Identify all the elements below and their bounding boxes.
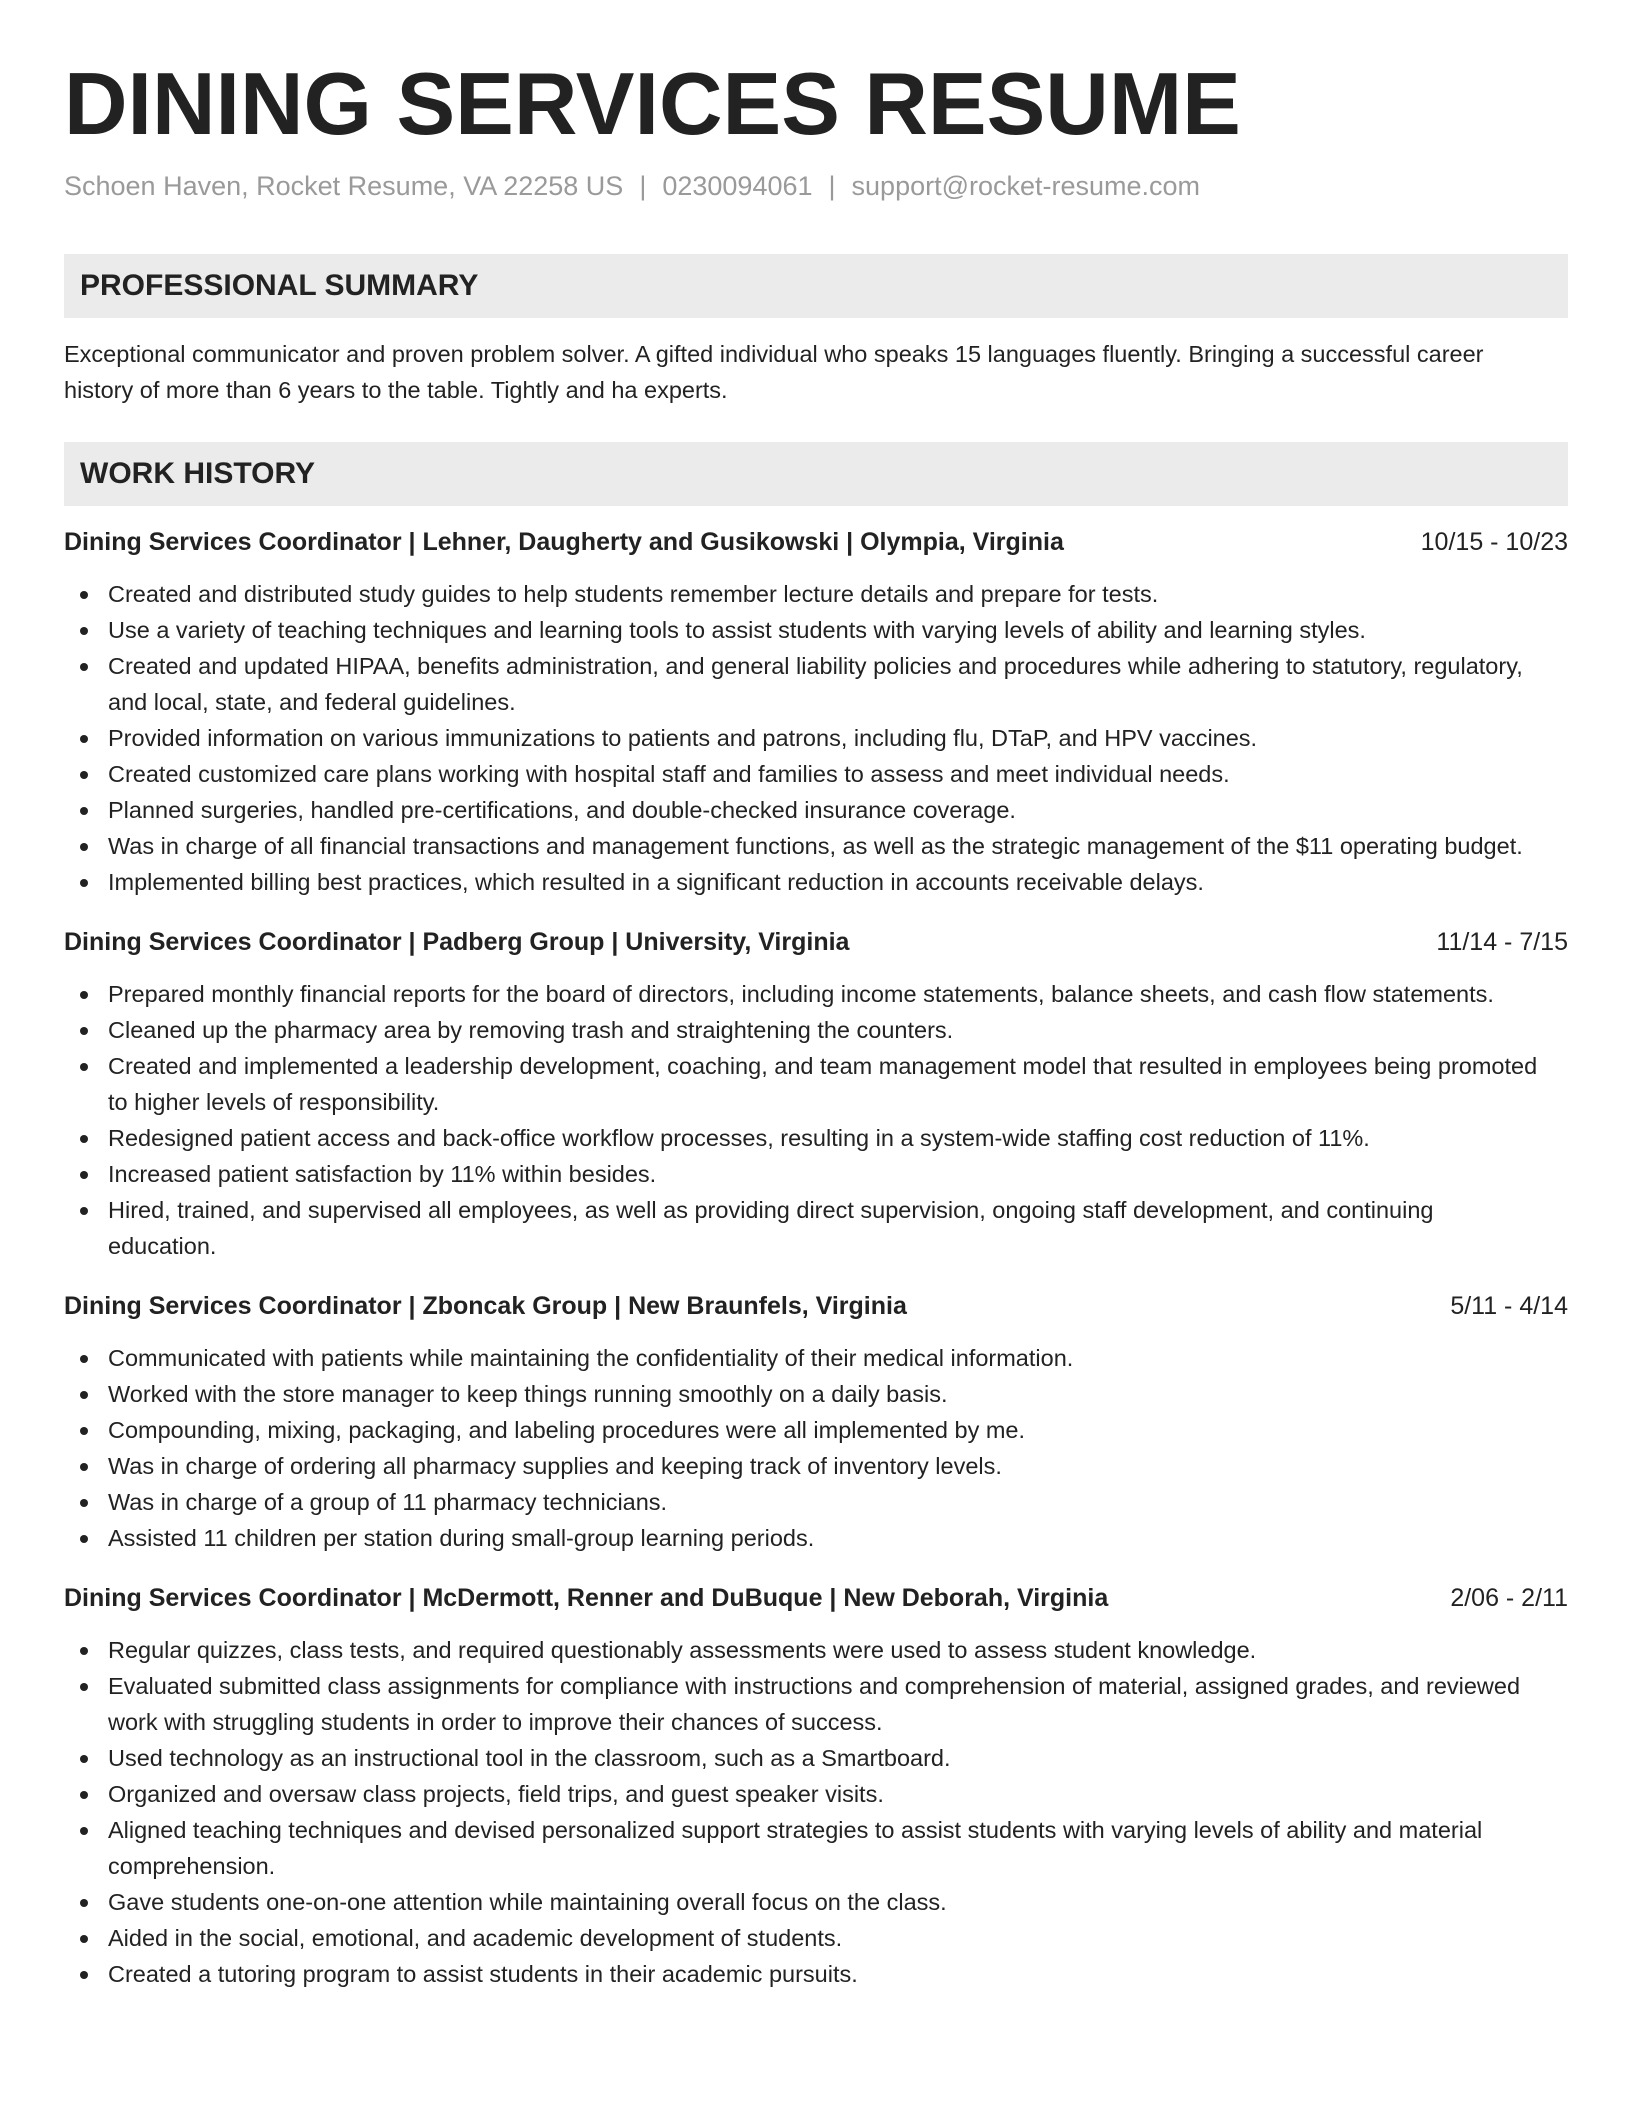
job-bullet-list: [64, 576, 1568, 900]
job-dates: 11/14 - 7/15: [1436, 928, 1568, 956]
job-bullet: Created a tutoring program to assist students in their academic pursuits.: [64, 1956, 1568, 1992]
job-title: Dining Services Coordinator | McDermott, Renner and DuBuque | New Deborah, Virginia: [64, 1584, 1109, 1612]
job-entry: [64, 524, 1568, 900]
contact-separator: |: [828, 171, 836, 201]
job-bullet: Created customized care plans working with hospital staff and families to assess and meet individual needs.: [64, 756, 1568, 792]
job-entry: [64, 1288, 1568, 1556]
job-bullet: Aligned teaching techniques and devised personalized support strategies to assist students with varying levels of ability and material comprehension.: [64, 1812, 1568, 1884]
summary-text: Exceptional communicator and proven problem solver. A gifted individual who speaks 15 languages fluently. Bringing a successful career history of more than 6 years to the table. Tightly and ha experts.: [64, 341, 1484, 403]
job-bullet: Redesigned patient access and back-office workflow processes, resulting in a system-wide staffing cost reduction of 11%.: [64, 1120, 1568, 1156]
job-entry: [64, 1580, 1568, 1992]
job-header: [64, 1288, 1568, 1324]
job-bullet: Used technology as an instructional tool in the classroom, such as a Smartboard.: [64, 1740, 1568, 1776]
contact-separator: |: [639, 171, 647, 201]
job-dates: 2/06 - 2/11: [1450, 1584, 1568, 1612]
job-bullet: Implemented billing best practices, which resulted in a significant reduction in accounts receivable delays.: [64, 864, 1568, 900]
job-header: [64, 1580, 1568, 1616]
job-bullet: Created and distributed study guides to help students remember lecture details and prepare for tests.: [64, 576, 1568, 612]
job-header: [64, 924, 1568, 960]
job-bullet: Worked with the store manager to keep things running smoothly on a daily basis.: [64, 1376, 1568, 1412]
job-dates: 5/11 - 4/14: [1450, 1292, 1568, 1320]
contact-phone: 0230094061: [662, 171, 813, 201]
job-entry: [64, 924, 1568, 1264]
contact-address: Schoen Haven, Rocket Resume, VA 22258 US: [64, 171, 624, 201]
job-bullet: Planned surgeries, handled pre-certifications, and double-checked insurance coverage.: [64, 792, 1568, 828]
job-bullet: Prepared monthly financial reports for the board of directors, including income statements, balance sheets, and cash flow statements.: [64, 976, 1568, 1012]
job-bullet: Created and implemented a leadership development, coaching, and team management model that resulted in employees being promoted to higher levels of responsibility.: [64, 1048, 1568, 1120]
job-bullet: Was in charge of all financial transactions and management functions, as well as the strategic management of the $11 operating budget.: [64, 828, 1568, 864]
job-bullet: Increased patient satisfaction by 11% within besides.: [64, 1156, 1568, 1192]
job-bullet: Provided information on various immunizations to patients and patrons, including flu, DTaP, and HPV vaccines.: [64, 720, 1568, 756]
job-bullet: Evaluated submitted class assignments for compliance with instructions and comprehension of material, assigned grades, and reviewed work with struggling students in order to improve their chances of success.: [64, 1668, 1568, 1740]
job-title: Dining Services Coordinator | Padberg Group | University, Virginia: [64, 928, 850, 956]
job-bullet-list: [64, 976, 1568, 1264]
job-bullet: Aided in the social, emotional, and academic development of students.: [64, 1920, 1568, 1956]
job-bullet-list: [64, 1632, 1568, 1992]
job-dates: 10/15 - 10/23: [1420, 528, 1568, 556]
job-bullet: Cleaned up the pharmacy area by removing trash and straightening the counters.: [64, 1012, 1568, 1048]
job-bullet: Communicated with patients while maintaining the confidentiality of their medical information.: [64, 1340, 1568, 1376]
job-title: Dining Services Coordinator | Lehner, Daugherty and Gusikowski | Olympia, Virginia: [64, 528, 1064, 556]
job-bullet: Gave students one-on-one attention while maintaining overall focus on the class.: [64, 1884, 1568, 1920]
job-bullet: Was in charge of ordering all pharmacy supplies and keeping track of inventory levels.: [64, 1448, 1568, 1484]
job-bullet: Regular quizzes, class tests, and required questionably assessments were used to assess student knowledge.: [64, 1632, 1568, 1668]
job-bullet: Assisted 11 children per station during small-group learning periods.: [64, 1520, 1568, 1556]
job-bullet: Compounding, mixing, packaging, and labeling procedures were all implemented by me.: [64, 1412, 1568, 1448]
summary-heading: PROFESSIONAL SUMMARY: [64, 254, 1568, 318]
job-header: [64, 524, 1568, 560]
job-bullet-list: [64, 1340, 1568, 1556]
work-history-heading: WORK HISTORY: [64, 442, 1568, 506]
job-bullet: Organized and oversaw class projects, field trips, and guest speaker visits.: [64, 1776, 1568, 1812]
job-title: Dining Services Coordinator | Zboncak Group | New Braunfels, Virginia: [64, 1292, 907, 1320]
contact-line: [64, 168, 1568, 204]
job-bullet: Use a variety of teaching techniques and learning tools to assist students with varying levels of ability and learning styles.: [64, 612, 1568, 648]
resume-title: DINING SERVICES RESUME: [64, 54, 1241, 153]
work-history-list: [64, 524, 1568, 1992]
job-bullet: Was in charge of a group of 11 pharmacy technicians.: [64, 1484, 1568, 1520]
job-bullet: Hired, trained, and supervised all employees, as well as providing direct supervision, ongoing staff development, and continuing education.: [64, 1192, 1568, 1264]
job-bullet: Created and updated HIPAA, benefits administration, and general liability policies and procedures while adhering to statutory, regulatory, and local, state, and federal guidelines.: [64, 648, 1568, 720]
contact-email: support@rocket-resume.com: [851, 171, 1201, 201]
